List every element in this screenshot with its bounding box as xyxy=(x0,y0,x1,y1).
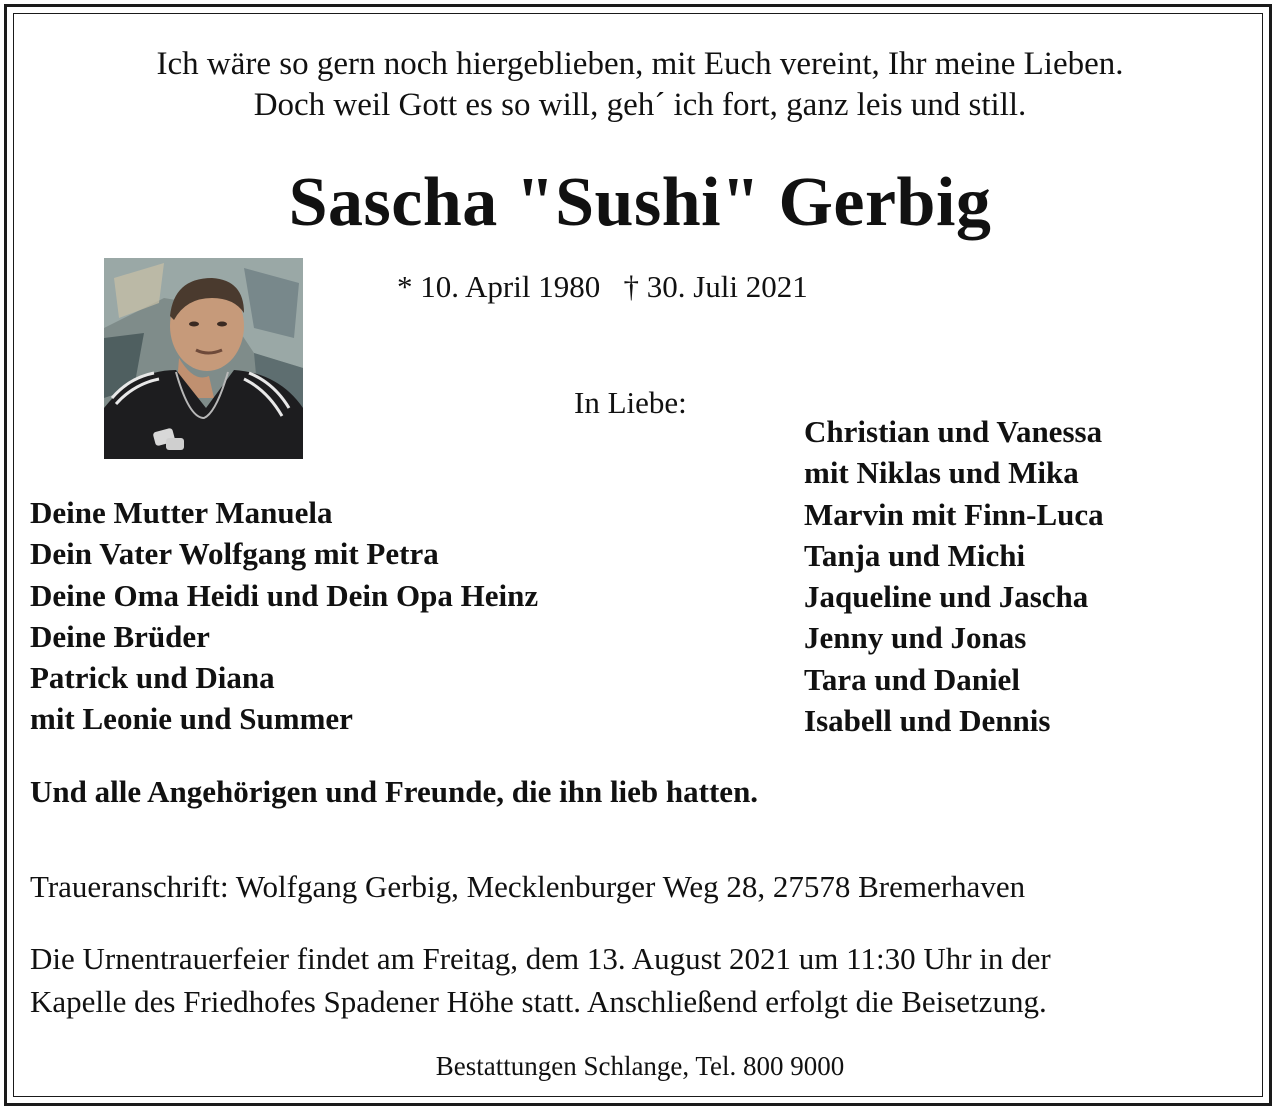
portrait-photo xyxy=(104,258,303,459)
ceremony-line-1: Die Urnentrauerfeier findet am Freitag, dem 13. August 2021 um 11:30 Uhr in der xyxy=(30,941,1051,976)
deceased-name: Sascha "Sushi" Gerbig xyxy=(288,164,992,241)
in-love-heading: In Liebe: xyxy=(574,385,687,420)
mourner-entry: Isabell und Dennis xyxy=(804,703,1051,739)
poem-line-2: Doch weil Gott es so will, geh´ ich fort, ganz leis und still. xyxy=(253,87,1027,123)
undertaker-contact: Bestattungen Schlange, Tel. 800 9000 xyxy=(435,1051,845,1081)
life-dates: * 10. April 1980 † 30. Juli 2021 xyxy=(397,269,808,304)
mourner-entry: Deine Brüder xyxy=(30,618,210,654)
mourner-entry: Patrick und Diana xyxy=(30,660,275,696)
mourner-entry: Jaqueline und Jascha xyxy=(804,579,1089,615)
mourner-entry: Deine Oma Heidi und Dein Opa Heinz xyxy=(30,577,539,613)
mourners-right-column xyxy=(804,411,1104,741)
mourning-address: Traueranschrift: Wolfgang Gerbig, Mecklenburger Weg 28, 27578 Bremerhaven xyxy=(30,869,1026,904)
mourner-entry: mit Niklas und Mika xyxy=(804,455,1079,491)
mourner-entry: mit Leonie und Summer xyxy=(30,701,353,737)
mourner-entry: Tara und Daniel xyxy=(804,661,1020,697)
mourners-left-column xyxy=(30,492,538,740)
mourner-entry: Christian und Vanessa xyxy=(804,414,1103,449)
poem-line-1: Ich wäre so gern noch hiergeblieben, mit Euch vereint, Ihr meine Lieben. xyxy=(156,46,1124,82)
mourner-entry: Jenny und Jonas xyxy=(804,620,1027,656)
mourner-entry: Dein Vater Wolfgang mit Petra xyxy=(30,536,439,572)
mourner-entry: Tanja und Michi xyxy=(804,537,1026,573)
mourner-entry: Marvin mit Finn-Luca xyxy=(804,496,1104,532)
ceremony-line-2: Kapelle des Friedhofes Spadener Höhe statt. Anschließend erfolgt die Beisetzung. xyxy=(30,984,1047,1019)
ceremony-details xyxy=(30,937,1051,1023)
closing-line: Und alle Angehörigen und Freunde, die ihn lieb hatten. xyxy=(30,774,759,809)
mourner-entry: Deine Mutter Manuela xyxy=(30,495,333,530)
